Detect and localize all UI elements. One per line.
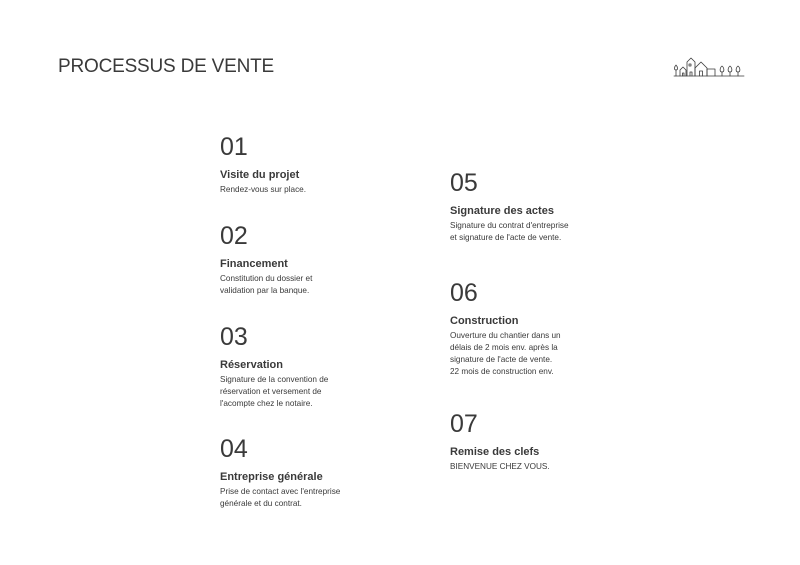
step-title: Entreprise générale xyxy=(220,471,323,483)
step-number: 07 xyxy=(450,410,478,438)
step-description: Prise de contact avec l'entreprise générale et du contrat. xyxy=(220,487,341,508)
step-title: Réservation xyxy=(220,359,283,371)
step-title: Visite du projet xyxy=(220,169,300,181)
step-description: Rendez-vous sur place. xyxy=(220,185,307,194)
step-description: Constitution du dossier et validation par la banque. xyxy=(220,274,313,295)
step-number: 04 xyxy=(220,435,248,463)
step-visite-du-projet xyxy=(220,133,400,196)
step-number: 01 xyxy=(220,133,248,161)
step-number: 02 xyxy=(220,222,248,250)
step-description: Signature du contrat d'entreprise et signature de l'acte de vente. xyxy=(450,221,569,242)
step-financement xyxy=(220,222,400,297)
step-reservation xyxy=(220,323,400,410)
step-remise-des-clefs xyxy=(450,410,630,473)
step-number: 05 xyxy=(450,169,478,197)
step-number: 06 xyxy=(450,279,478,307)
page-title: PROCESSUS DE VENTE xyxy=(58,56,275,77)
step-title: Construction xyxy=(450,315,519,327)
step-construction xyxy=(450,279,630,378)
step-entreprise-generale xyxy=(220,435,400,510)
step-number: 03 xyxy=(220,323,248,351)
houses-icon xyxy=(672,56,746,78)
step-signature-des-actes xyxy=(450,169,630,244)
step-description: Ouverture du chantier dans un délais de 2 mois env. après la signature de l'acte de vente. 22 mois de construction env. xyxy=(450,331,561,376)
step-title: Signature des actes xyxy=(450,205,554,217)
step-description: BIENVENUE CHEZ VOUS. xyxy=(450,462,550,471)
step-title: Financement xyxy=(220,258,288,270)
step-title: Remise des clefs xyxy=(450,446,540,458)
step-description: Signature de la convention de réservation et versement de l'acompte chez le notaire. xyxy=(220,375,329,408)
